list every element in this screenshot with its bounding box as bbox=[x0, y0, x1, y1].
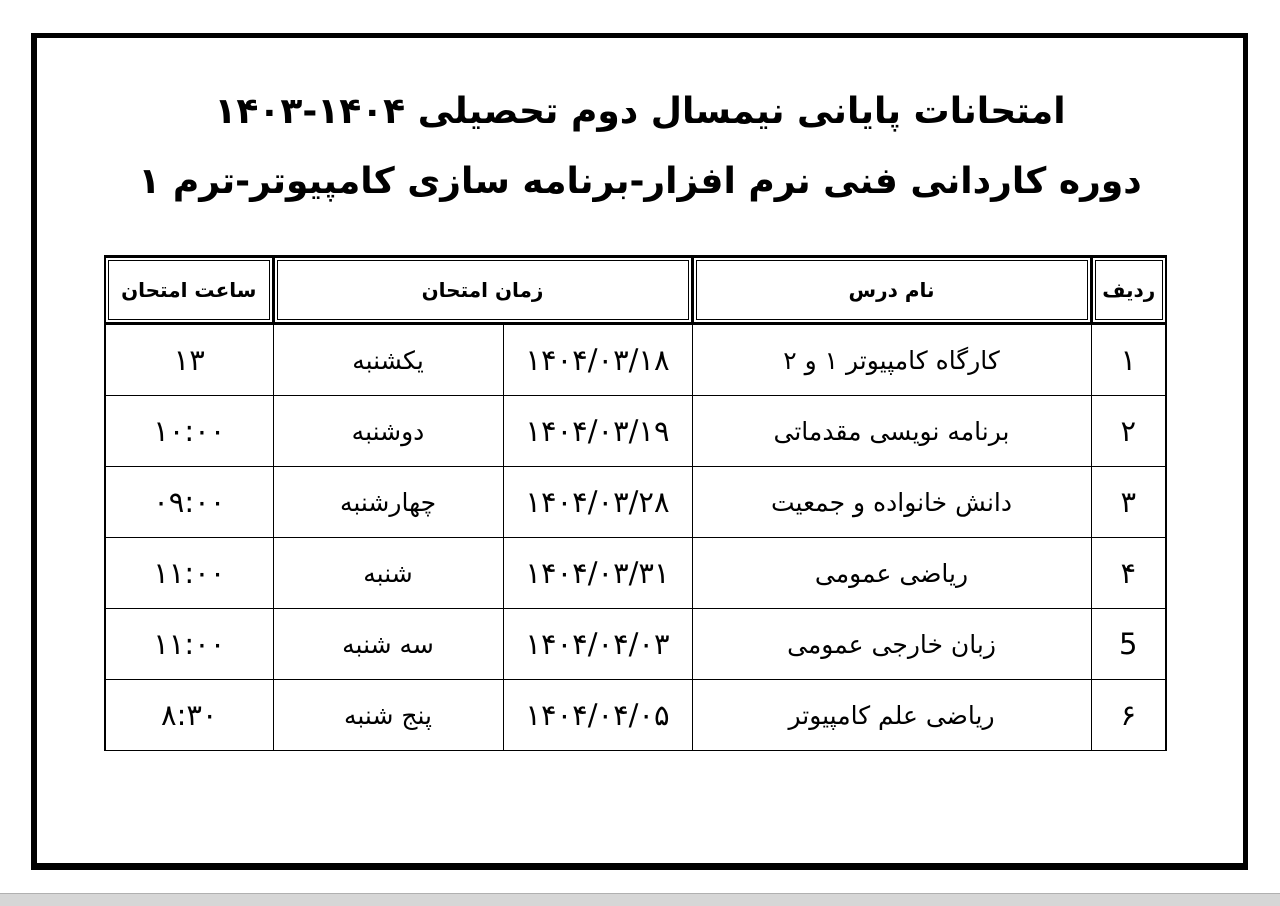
exam-day: دوشنبه bbox=[273, 396, 503, 467]
exam-day: سه شنبه bbox=[273, 609, 503, 680]
page-subtitle: دوره کاردانی فنی نرم افزار-برنامه سازی کامپیوتر-ترم ۱ bbox=[138, 161, 1142, 202]
row-number: ۳ bbox=[1091, 467, 1166, 538]
exam-date: ۱۴۰۴/۰۳/۱۸ bbox=[503, 324, 692, 396]
row-number: ۴ bbox=[1091, 538, 1166, 609]
exam-date: ۱۴۰۴/۰۴/۰۳ bbox=[503, 609, 692, 680]
exam-hour: ۰۹:۰۰ bbox=[105, 467, 273, 538]
course-name: ریاضی علم کامپیوتر bbox=[692, 680, 1091, 751]
course-name: برنامه نویسی مقدماتی bbox=[692, 396, 1091, 467]
exam-date: ۱۴۰۴/۰۳/۳۱ bbox=[503, 538, 692, 609]
table-row bbox=[105, 396, 1166, 467]
bottom-edge bbox=[0, 893, 1280, 906]
exam-schedule-table bbox=[104, 255, 1167, 751]
table-row bbox=[105, 538, 1166, 609]
table-row bbox=[105, 680, 1166, 751]
exam-day: یکشنبه bbox=[273, 324, 503, 396]
table-row bbox=[105, 324, 1166, 396]
row-number: ۲ bbox=[1091, 396, 1166, 467]
course-name: دانش خانواده و جمعیت bbox=[692, 467, 1091, 538]
exam-day: چهارشنبه bbox=[273, 467, 503, 538]
row-number: ۶ bbox=[1091, 680, 1166, 751]
header-row-number: ردیف bbox=[1091, 257, 1166, 324]
table-row bbox=[105, 609, 1166, 680]
table-row bbox=[105, 467, 1166, 538]
exam-hour: ۱۱:۰۰ bbox=[105, 538, 273, 609]
exam-hour: ۱۳ bbox=[105, 324, 273, 396]
header-course-name: نام درس bbox=[692, 257, 1091, 324]
course-name: کارگاه کامپیوتر ۱ و ۲ bbox=[692, 324, 1091, 396]
exam-day: پنج شنبه bbox=[273, 680, 503, 751]
table-header-row bbox=[105, 257, 1166, 324]
exam-hour: ۸:۳۰ bbox=[105, 680, 273, 751]
header-exam-date-time: زمان امتحان bbox=[273, 257, 692, 324]
row-number: ۱ bbox=[1091, 324, 1166, 396]
exam-hour: ۱۱:۰۰ bbox=[105, 609, 273, 680]
exam-date: ۱۴۰۴/۰۳/۲۸ bbox=[503, 467, 692, 538]
page-title: امتحانات پایانی نیمسال دوم تحصیلی ۱۴۰۴-۱۴۰۳ bbox=[214, 91, 1066, 132]
header-exam-hour: ساعت امتحان bbox=[105, 257, 273, 324]
exam-hour: ۱۰:۰۰ bbox=[105, 396, 273, 467]
course-name: ریاضی عمومی bbox=[692, 538, 1091, 609]
course-name: زبان خارجی عمومی bbox=[692, 609, 1091, 680]
exam-date: ۱۴۰۴/۰۳/۱۹ bbox=[503, 396, 692, 467]
exam-date: ۱۴۰۴/۰۴/۰۵ bbox=[503, 680, 692, 751]
row-number: 5 bbox=[1091, 609, 1166, 680]
exam-day: شنبه bbox=[273, 538, 503, 609]
